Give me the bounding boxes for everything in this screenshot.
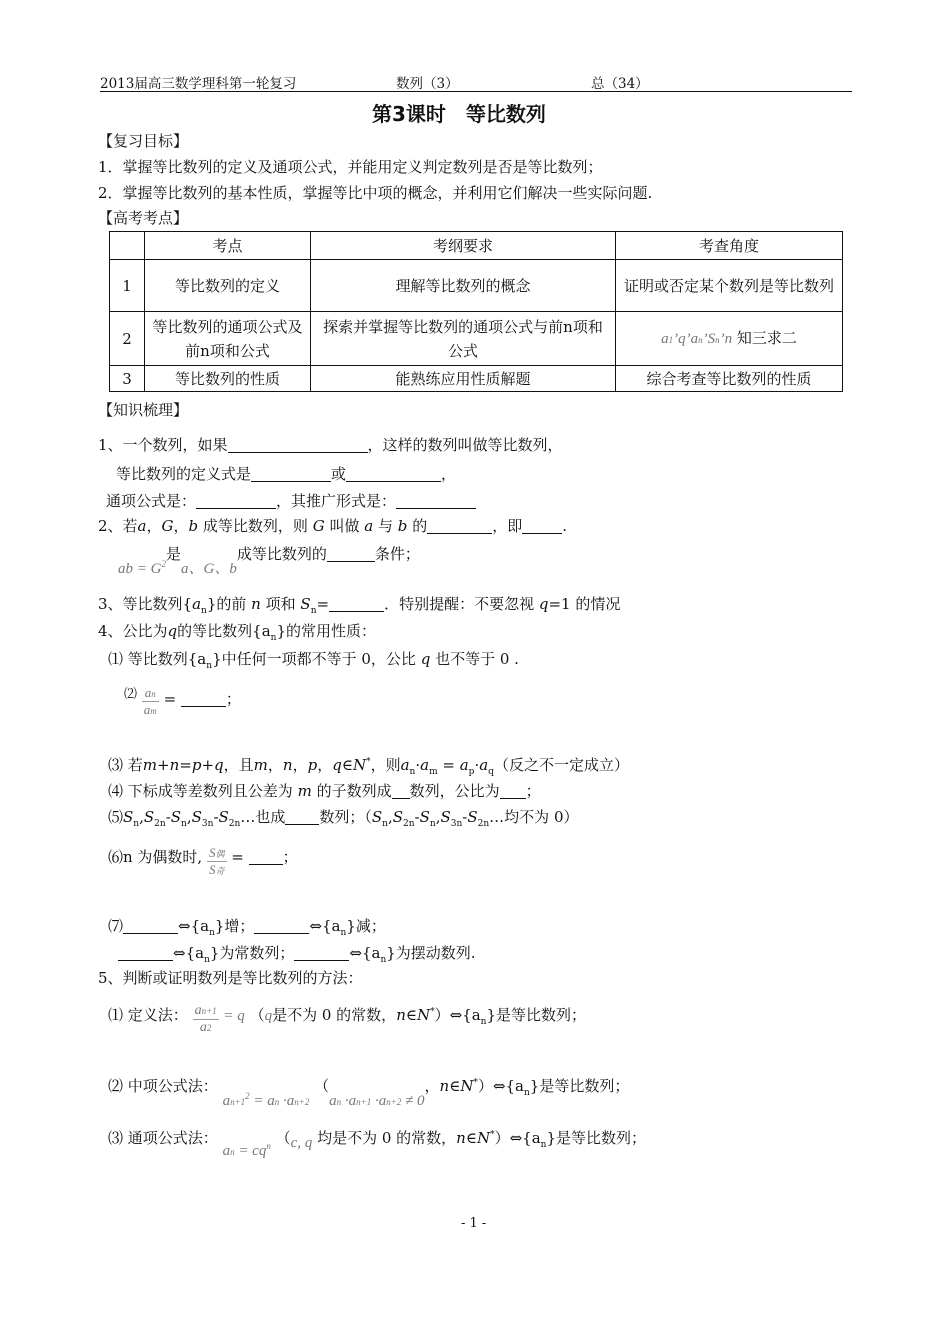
kp-2-line-1: 2、若a，G，b 成等比数列，则 G 叫做 a 与 b 的 ，即 . [98,517,567,535]
page-number: - 1 - [461,1216,487,1231]
table-row [110,312,843,366]
table-header: 考纲要求 [311,232,616,260]
table-cell: 等比数列的性质 [145,366,311,392]
table-cell: 2 [110,312,145,366]
review-heading: 【复习目标】 [98,132,189,150]
knowledge-heading: 【知识梳理】 [98,401,189,419]
table-header: 考点 [145,232,311,260]
header-right: 总（34） [591,76,649,92]
table-header: 考查角度 [616,232,843,260]
prop-1: ⑴ 等比数列$\{a_n\}$中任何一项都不等于 0，公比 q 也不等于 0 . [108,650,519,671]
table-cell: 理解等比数列的概念 [311,260,616,312]
page-title: 第3课时 等比数列 [372,102,546,126]
table-cell-text: 知三求二 [736,328,797,347]
table-cell: a1’q’an’Sn’n 知三求二 [616,312,843,366]
review-item-1: 1．掌握等比数列的定义及通项公式，并能用定义判定数列是否是等比数列； [98,158,603,176]
method-1: ⑴ 定义法： $\frac{an+1}{a2}$ = q （q是不为 0 的常数，$n\in N^*)\Leftrightarrow\{a_n\}$是等比数列； [108,1003,586,1035]
prop-7-line-2: $\Leftrightarrow\{a_n\}$为常数列； $\Leftrightarrow\{a_n\}$为摆动数列. [118,942,476,965]
table-header-row [110,232,843,260]
kp-3-line: 3、等比数列$\{a_n\}$的前 n 项和 $S_n=$ ．特别提醒：不要忽视 q=1 的情况 [98,595,621,616]
prop-2: ⑵ $\frac{an}{am}$ = ； [124,685,241,717]
method-heading: 5、判断或证明数列是等比数列的方法： [98,969,363,987]
prop-6: ⑹n 为偶数时, $\frac{\text{S偶}}{\text{S奇}}$ = ； [108,845,298,877]
table-cell [110,232,145,260]
kp-2-line-2: ab = $G^2$是a、G、b成等比数列的 条件； [118,545,420,577]
table-row [110,260,843,312]
kp-1-line-3: 通项公式是： ，其推广形式是： [106,490,476,511]
kp-1-line-2: 等比数列的定义式是 或 ， [116,465,457,483]
header-center: 数列（3） [396,76,459,92]
prop-3: ⑶ 若m+n=p+q，且m，n，p，q∈N*，则$a_n\cdot a_m = a_p\cdot a_q$（反之不一定成立） [108,756,629,777]
table-cell: 探索并掌握等比数列的通项公式与前n项和公式 [311,312,616,366]
table-cell: 能熟练应用性质解题 [311,366,616,392]
prop-7-line-1: ⑺ $\Leftrightarrow\{a_n\}$增； $\Leftrightarrow\{a_n\}$减； [108,917,386,938]
table-cell: 1 [110,260,145,312]
method-2: ⑵ 中项公式法： $an+1^2$ = an ·an+2 （an ·an+1 ·an+2 ≠ 0，$n\in N^*)\Leftrightarrow\{a_n\}$是等比数列； [108,1077,630,1109]
exam-table [109,231,843,392]
table-cell: 3 [110,366,145,392]
method-3: ⑶ 通项公式法： an = $cq^n$ （c, q 均是不为 0 的常数，$n\in N^*)\Leftrightarrow\{a_n\}$是等比数列； [108,1129,646,1159]
table-row [110,366,843,392]
table-cell: 等比数列的定义 [145,260,311,312]
table-cell: 证明或否定某个数列是等比数列 [616,260,843,312]
review-item-2: 2．掌握等比数列的基本性质，掌握等比中项的概念，并利用它们解决一些实际问题. [98,184,653,202]
prop-4: ⑷ 下标成等差数列且公差为 m 的子数列成 数列，公比为 ； [108,782,541,800]
kp-1-line-1: 1、一个数列，如果 ，这样的数列叫做等比数列， [98,436,563,454]
table-cell: 等比数列的通项公式及前n项和公式 [145,312,311,366]
kp-4-line: 4、公比为q的等比数列$\{a_n\}$的常用性质： [98,622,376,643]
prop-5: $⑸S_n,S_{2n}-S_n,S_{3n}-S_{2n}\dots$也成 数列；（$S_n,S_{2n}-S_n,S_{3n}-S_{2n}\dots$均不为 0） [108,808,579,829]
header-rule [100,91,852,92]
exam-heading: 【高考考点】 [98,209,189,227]
table-cell: 综合考查等比数列的性质 [616,366,843,392]
header-left: 2013届高三数学理科第一轮复习 [100,76,297,92]
